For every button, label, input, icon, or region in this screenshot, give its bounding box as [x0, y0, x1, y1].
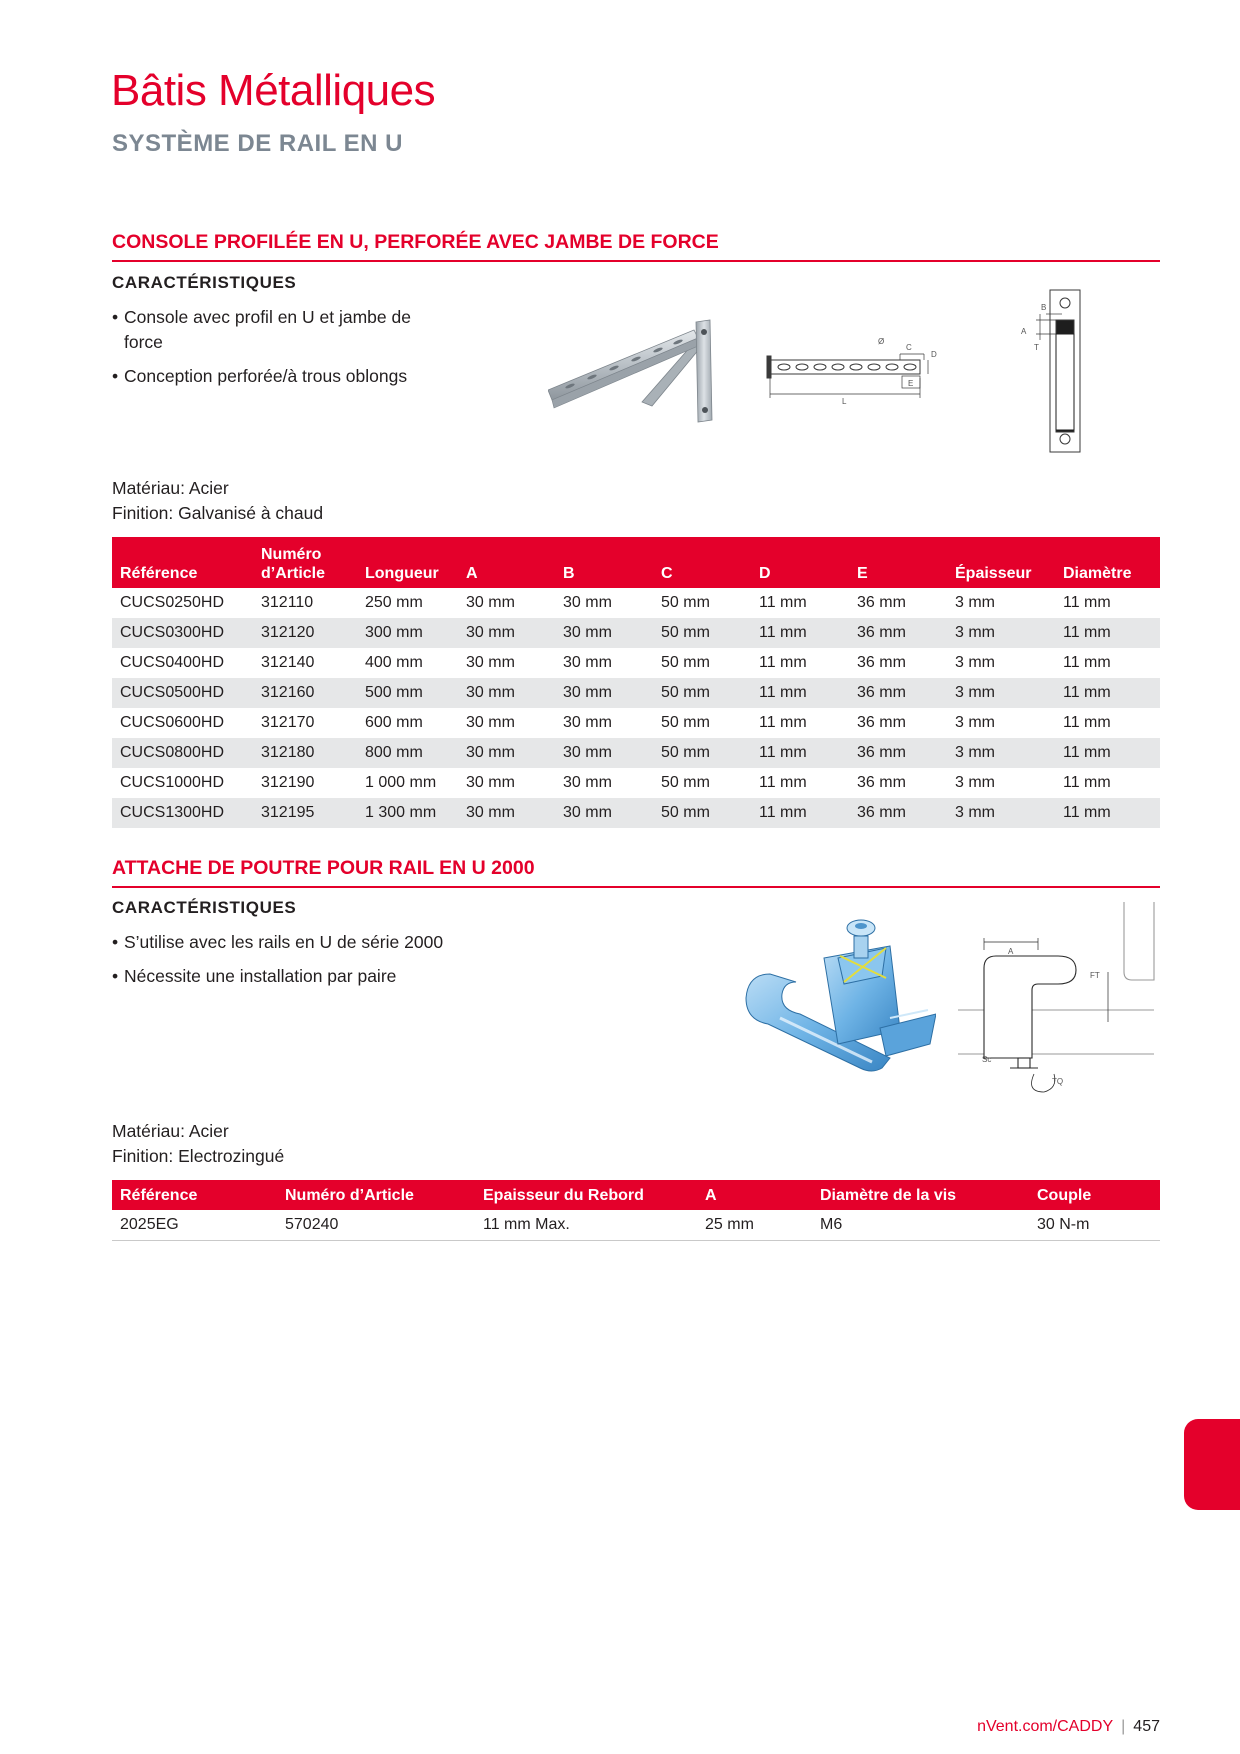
table-cell: 312180	[253, 738, 357, 768]
table-cell: 30 mm	[555, 738, 653, 768]
table-cell: M6	[812, 1210, 1029, 1241]
table-cell: 50 mm	[661, 594, 710, 611]
col-header-couple: Couple	[1029, 1180, 1160, 1210]
diagram-label-tq: TQ	[1052, 1077, 1064, 1086]
table-cell: 3 mm	[955, 594, 995, 611]
table-cell: 11 mm	[1055, 678, 1160, 708]
section-tab-marker	[1184, 1419, 1240, 1510]
page-subtitle: SYSTÈME DE RAIL EN U	[112, 130, 403, 157]
section2-finish: Finition: Electrozingué	[112, 1146, 285, 1166]
table-header-row	[112, 1180, 1160, 1210]
table-cell: 11 mm	[1063, 594, 1111, 611]
col-header-epaisseur-rebord: Epaisseur du Rebord	[475, 1180, 697, 1210]
table-cell: 3 mm	[947, 618, 1055, 648]
diagram-label-phi: Ø	[878, 337, 885, 346]
table-cell: CUCS0500HD	[112, 678, 253, 708]
table-cell: 36 mm	[849, 678, 947, 708]
table-cell: 11 mm	[751, 618, 849, 648]
table-cell: CUCS1000HD	[120, 774, 225, 791]
col-header-numero-line2: d’Article	[261, 565, 326, 582]
table-cell: 50 mm	[661, 714, 710, 731]
table-cell: CUCS0250HD	[120, 594, 225, 611]
col-header-numero-line1: Numéro	[261, 546, 322, 563]
table-cell: 11 mm	[1063, 654, 1111, 671]
col-header-a: A	[458, 537, 555, 588]
section2-material-block	[112, 1119, 284, 1169]
col-header-a: A	[697, 1180, 812, 1210]
table-cell: 36 mm	[857, 714, 906, 731]
diagram-label-e: E	[908, 379, 914, 388]
table-cell: 3 mm	[947, 738, 1055, 768]
table-cell: CUCS1300HD	[112, 798, 253, 828]
col-header-c: C	[653, 537, 751, 588]
diagram-label-l: L	[842, 397, 847, 406]
table-cell: 11 mm	[1055, 618, 1160, 648]
table-cell: 50 mm	[653, 798, 751, 828]
col-header-numero: Numéro d’Article	[277, 1180, 475, 1210]
diagram-label-a: A	[1021, 327, 1027, 336]
diagram-label-ft: FT	[1090, 971, 1100, 980]
diagram-label-c: C	[906, 343, 912, 352]
table-cell: 30 mm	[563, 774, 612, 791]
table-cell: 11 mm	[1055, 798, 1160, 828]
footer-separator: |	[1121, 1718, 1126, 1735]
table-cell: 312120	[253, 618, 357, 648]
table-cell: 312170	[261, 714, 315, 731]
page-number: 457	[1133, 1718, 1160, 1735]
table-cell: 11 mm	[1063, 714, 1111, 731]
col-header-reference: Référence	[112, 537, 253, 588]
table-cell: 11 mm	[751, 678, 849, 708]
col-header-diametre: Diamètre	[1055, 537, 1160, 588]
table-cell: 50 mm	[661, 654, 710, 671]
table-row	[112, 648, 1160, 678]
table-cell: 11 mm	[1063, 774, 1111, 791]
table-cell: 36 mm	[857, 774, 906, 791]
table-cell: 30 N-m	[1029, 1210, 1160, 1241]
section1-carac-label: CARACTÉRISTIQUES	[112, 273, 297, 292]
col-header-numero	[253, 537, 357, 588]
page-title: Bâtis Métalliques	[111, 66, 436, 115]
table-row	[112, 618, 1160, 648]
table-row	[112, 738, 1160, 768]
table-cell: 50 mm	[653, 618, 751, 648]
table-cell: 50 mm	[653, 738, 751, 768]
table-row	[112, 678, 1160, 708]
table-cell: 30 mm	[466, 594, 515, 611]
table-cell: 11 mm Max.	[475, 1210, 697, 1241]
col-header-e: E	[849, 537, 947, 588]
section1-bullet-list	[112, 305, 432, 398]
table-cell: 312190	[261, 774, 315, 791]
beam-clamp-spec-table	[112, 1180, 1160, 1241]
table-cell: 25 mm	[697, 1210, 812, 1241]
table-cell: 1 300 mm	[357, 798, 458, 828]
col-header-longueur: Longueur	[357, 537, 458, 588]
table-cell: 11 mm	[751, 738, 849, 768]
table-cell: 30 mm	[563, 594, 612, 611]
diagram-label-a: A	[1008, 947, 1014, 956]
section2-bullet: • S’utilise avec les rails en U de série 2000	[112, 930, 532, 955]
diagram-label-sc: Sc	[982, 1055, 992, 1064]
table-row	[112, 1210, 1160, 1241]
table-cell: 30 mm	[458, 738, 555, 768]
col-header-diametre-vis: Diamètre de la vis	[812, 1180, 1029, 1210]
col-header-epaisseur: Épaisseur	[947, 537, 1055, 588]
console-side-view-diagram	[766, 336, 938, 406]
table-cell: 1 000 mm	[365, 774, 437, 791]
console-front-view-diagram	[1016, 286, 1084, 456]
table-cell: CUCS0800HD	[112, 738, 253, 768]
table-cell: 2025EG	[112, 1210, 277, 1241]
section2-bullet: • Nécessite une installation par paire	[112, 964, 532, 989]
footer-link[interactable]: nVent.com/CADDY	[977, 1718, 1114, 1735]
table-cell: 570240	[277, 1210, 475, 1241]
table-cell: 30 mm	[563, 654, 612, 671]
table-cell: 312140	[261, 654, 315, 671]
beam-clamp-image	[740, 918, 936, 1088]
table-cell: 36 mm	[849, 738, 947, 768]
table-cell: CUCS0400HD	[120, 654, 225, 671]
table-cell: 36 mm	[857, 654, 906, 671]
section1-heading: CONSOLE PROFILÉE EN U, PERFORÉE AVEC JAMBE DE FORCE	[112, 231, 1160, 262]
table-cell: 500 mm	[357, 678, 458, 708]
table-cell: 11 mm	[759, 594, 807, 611]
table-cell: 600 mm	[365, 714, 423, 731]
table-row	[112, 708, 1160, 738]
section1-bullet: • Conception perforée/à trous oblongs	[112, 364, 432, 389]
section1-material: Matériau: Acier	[112, 478, 229, 498]
table-cell: 11 mm	[1055, 738, 1160, 768]
table-cell: 30 mm	[563, 714, 612, 731]
table-cell: 300 mm	[357, 618, 458, 648]
table-cell: 30 mm	[466, 654, 515, 671]
table-cell: 312195	[253, 798, 357, 828]
table-cell: 3 mm	[947, 798, 1055, 828]
section2-bullet-list	[112, 930, 532, 998]
section2-material: Matériau: Acier	[112, 1121, 229, 1141]
beam-clamp-diagram	[954, 898, 1158, 1094]
table-cell: 30 mm	[458, 618, 555, 648]
table-row	[112, 798, 1160, 828]
table-cell: 312160	[253, 678, 357, 708]
diagram-label-d: D	[931, 350, 937, 359]
console-spec-table	[112, 537, 1160, 828]
page-footer	[977, 1718, 1160, 1736]
section1-material-block	[112, 476, 323, 526]
table-cell: 30 mm	[458, 798, 555, 828]
section2-heading: ATTACHE DE POUTRE POUR RAIL EN U 2000	[112, 857, 1160, 888]
diagram-label-t: T	[1034, 343, 1039, 352]
table-cell: 30 mm	[466, 774, 515, 791]
table-cell: 30 mm	[555, 678, 653, 708]
table-cell: 400 mm	[365, 654, 423, 671]
table-cell: 800 mm	[357, 738, 458, 768]
table-cell: CUCS0600HD	[120, 714, 225, 731]
table-row	[112, 588, 1160, 618]
table-cell: 36 mm	[849, 618, 947, 648]
col-header-d: D	[751, 537, 849, 588]
table-cell: 3 mm	[955, 714, 995, 731]
diagram-label-b: B	[1041, 303, 1047, 312]
table-cell: 30 mm	[555, 618, 653, 648]
col-header-b: B	[555, 537, 653, 588]
table-cell: 312110	[261, 594, 314, 611]
col-header-reference: Référence	[112, 1180, 277, 1210]
section1-bullet: • Console avec profil en U et jambe de force	[112, 305, 432, 355]
table-cell: 3 mm	[947, 678, 1055, 708]
table-cell: 30 mm	[458, 678, 555, 708]
section2-carac-label: CARACTÉRISTIQUES	[112, 898, 297, 917]
table-cell: 11 mm	[751, 798, 849, 828]
table-cell: 11 mm	[759, 774, 807, 791]
table-cell: 50 mm	[653, 678, 751, 708]
table-cell: 36 mm	[849, 798, 947, 828]
table-cell: 30 mm	[555, 798, 653, 828]
table-cell: 50 mm	[661, 774, 710, 791]
table-header-row	[112, 537, 1160, 588]
table-row	[112, 768, 1160, 798]
table-cell: 11 mm	[759, 714, 807, 731]
table-cell: CUCS0300HD	[112, 618, 253, 648]
section1-finish: Finition: Galvanisé à chaud	[112, 503, 324, 523]
table-cell: 250 mm	[365, 594, 423, 611]
table-cell: 3 mm	[955, 654, 995, 671]
table-cell: 36 mm	[857, 594, 906, 611]
table-cell: 30 mm	[466, 714, 515, 731]
table-cell: 3 mm	[955, 774, 995, 791]
table-cell: 11 mm	[759, 654, 807, 671]
console-bracket-image	[548, 318, 714, 424]
